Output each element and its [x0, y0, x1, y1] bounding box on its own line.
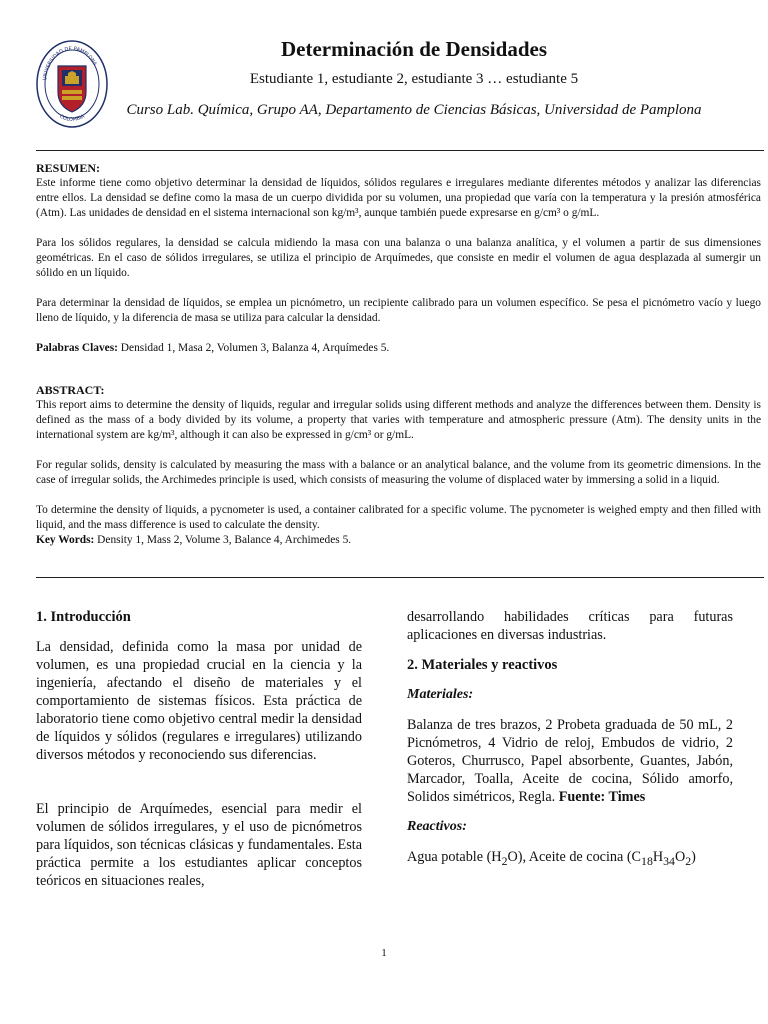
- abstract-keywords-text: Density 1, Mass 2, Volume 3, Balance 4, Archimedes 5.: [94, 534, 352, 546]
- abstract-section: [36, 383, 761, 548]
- reactivos-text: Agua potable $(H_2O)$, Aceite de cocina $(C_{18}H_{34}O_2)$: [407, 849, 696, 868]
- resumen-paragraph-3: Para determinar la densidad de líquidos, se emplea un picnómetro, un recipiente calibrado para un volumen específico. Se pesa el picnómetro vacío y luego lleno de líquido, y la diferencia de masa se utiliza para calcular la densidad.: [36, 297, 761, 324]
- resumen-heading: RESUMEN:: [36, 161, 101, 175]
- abstract-keywords-label: Key Words:: [36, 534, 95, 546]
- resumen-paragraph-2: Para los sólidos regulares, la densidad se calcula midiendo la masa con una balanza o una balanza analítica, y el volumen a partir de sus dimensiones geométricas. En el caso de sólidos irregulares, se utiliza el principio de Arquímedes, que consiste en medir el volumen de agua desplazada al sumergir un sólido en un líquido.: [36, 237, 761, 279]
- materiales-font-note: Fuente: Times: [555, 789, 646, 805]
- materiales-text: [407, 716, 733, 806]
- abstract-paragraph-1: This report aims to determine the density of liquids, regular and irregular solids using different methods and analyze the differences between them. Density is defined as the mass of a body divided by its volume, a property that varies with temperature and atmospheric pressure (Atm). The density units in the international system are kg/m³, although it can also be expressed in g/cm³ or g/mL.: [36, 399, 761, 441]
- authors-line: Estudiante 1, estudiante 2, estudiante 3 … estudiante 5: [249, 71, 579, 87]
- section-2-title: 2. Materiales y reactivos: [407, 657, 558, 673]
- abstract-paragraph-3: To determine the density of liquids, a pycnometer is used, a container calibrated for a specific volume. The pycnometer is weighed empty and then filled with liquid, and the mass difference is used to calculate the density.: [36, 504, 761, 531]
- svg-text:COLOMBIA: COLOMBIA: [58, 113, 86, 123]
- left-column: [36, 608, 362, 890]
- page-number: 1: [381, 947, 387, 959]
- abstract-paragraph-2: For regular solids, density is calculated by measuring the mass with a balance or an analytical balance, and the volume from its geometric dimensions. In the case of irregular solids, the Archimedes principle is used, which consists of measuring the volume of displaced water by immersing a solid in a liquid.: [36, 459, 761, 486]
- header-rule: [36, 150, 764, 151]
- materiales-list: Balanza de tres brazos, 2 Probeta graduada de 50 mL, 2 Picnómetros, 4 Vidrio de reloj, Embudos de vidrio, 2 Goteros, Churrusco, Papel absorbente, Guantes, Jabón, Marcador, Toalla, Aceite de cocina, Sólido amorfo, Solidos simétricos, Regla.: [407, 717, 733, 805]
- intro-paragraph-1: La densidad, definida como la masa por unidad de volumen, es una propiedad crucial en la ciencia y la ingeniería, afectando el diseño de materiales y el comportamiento de sistemas físicos. Esta práctica de laboratorio tiene como objetivo central medir la densidad de líquidos y sólidos (regulares e irregulares) utilizando diversos métodos y reconociendo sus diferencias.: [36, 639, 362, 763]
- course-affiliation: Curso Lab. Química, Grupo AA, Departamento de Ciencias Básicas, Universidad de Pamplona: [126, 102, 702, 118]
- abstract-keywords: [36, 533, 761, 548]
- resumen-keywords-text: Densidad 1, Masa 2, Volumen 3, Balanza 4, Arquímedes 5.: [117, 342, 390, 354]
- paper-title: Determinación de Densidades: [281, 37, 547, 61]
- resumen-keywords: [36, 341, 761, 356]
- resumen-keywords-label: Palabras Claves:: [36, 342, 118, 354]
- materiales-heading: Materiales:: [407, 687, 474, 702]
- intro-paragraph-2: El principio de Arquímedes, esencial para medir el volumen de sólidos irregulares, y el uso de picnómetros para líquidos, son técnicas clásicas y fundamentales. Esta práctica permite a los estudiantes aplicar conceptos teóricos en situaciones reales,: [36, 801, 362, 889]
- abstract-rule: [36, 577, 764, 578]
- resumen-paragraph-1: Este informe tiene como objetivo determinar la densidad de líquidos, sólidos regulares e irregulares mediante diferentes métodos y analizar las diferencias entre ellos. La densidad se define como la masa de un cuerpo dividida por su volumen, una propiedad que varía con la temperatura y la presión atmosférica (Atm). Las unidades de densidad en el sistema internacional son kg/m³, aunque también puede expresarse en g/cm³ o g/mL.: [36, 177, 761, 219]
- section-1-title: 1. Introducción: [36, 609, 131, 625]
- intro-continuation: desarrollando habilidades críticas para futuras aplicaciones en diversas industrias.: [407, 609, 733, 643]
- resumen-section: [36, 161, 761, 356]
- svg-text:UNIVERSIDAD DE PAMPLONA: UNIVERSIDAD DE PAMPLONA: [42, 45, 98, 81]
- reactivos-heading: Reactivos:: [407, 819, 467, 834]
- right-column: [407, 608, 733, 870]
- abstract-heading: ABSTRACT:: [36, 383, 105, 397]
